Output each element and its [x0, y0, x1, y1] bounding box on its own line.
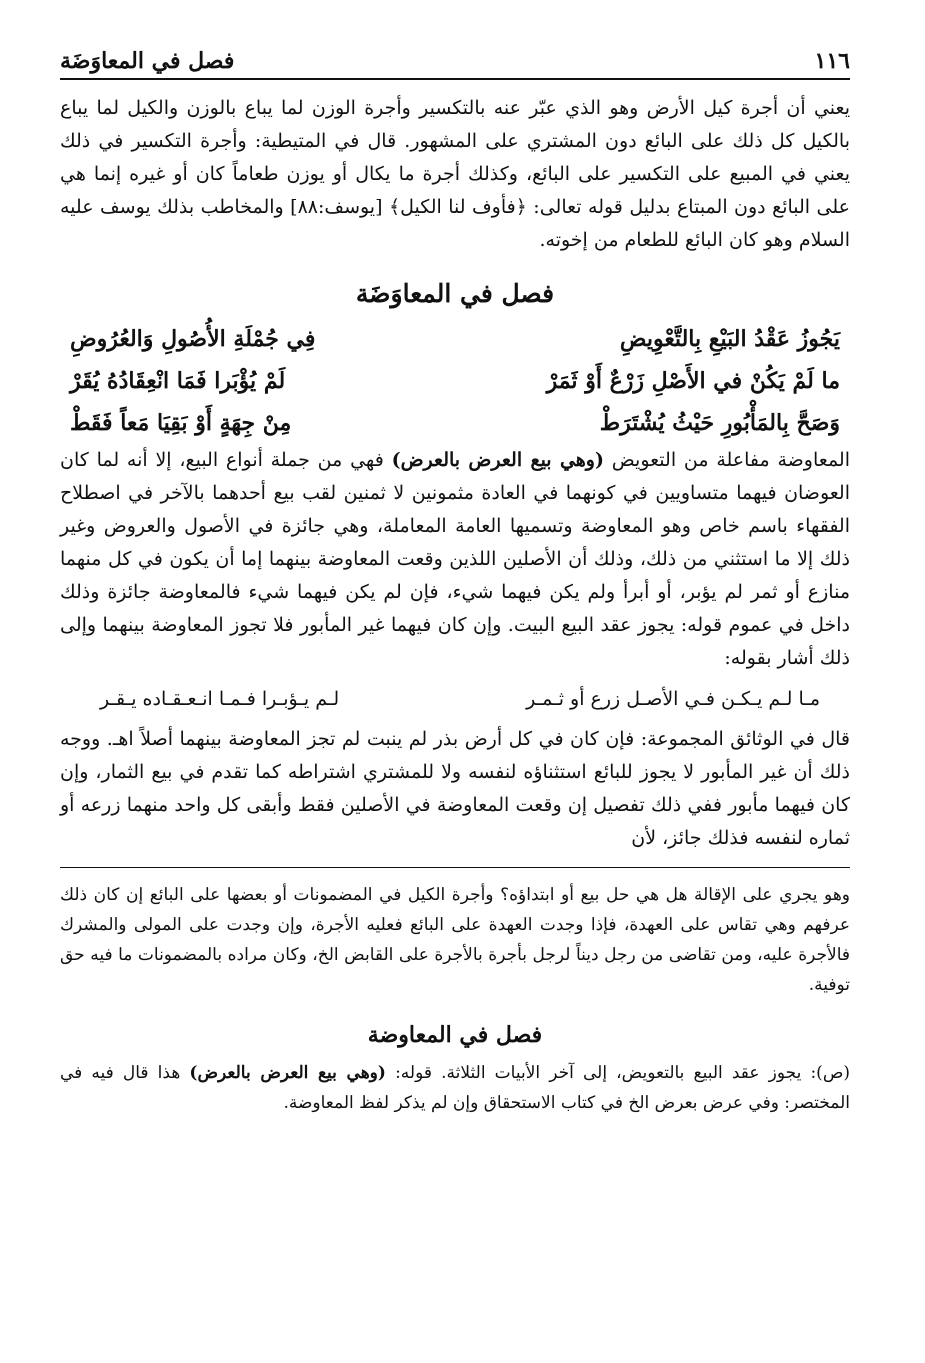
- verse-hemistich-second: فِي جُمْلَةِ الأُصُولِ وَالعُرُوضِ: [70, 326, 316, 352]
- page-number: ١١٦: [814, 48, 850, 74]
- quoted-verse-first: مـا لـم يـكـن فـي الأصـل زرع أو ثـمـر: [526, 688, 820, 710]
- footnote-lead: (ص): يجوز عقد البيع بالتعويض، إلى آخر الأبيات الثلاثة. قوله:: [395, 1063, 851, 1083]
- verse-hemistich-first: وَصَحَّ بِالمَأْبُورِ حَيْثُ يُشْتَرَطْ: [599, 410, 840, 436]
- section-heading: فصل في المعاوَضَة: [355, 279, 555, 308]
- footnote-paragraph-1: وهو يجري على الإقالة هل هي حل بيع أو ابتداؤه؟ وأجرة الكيل في المضمونات أو بعضها على البائع إن كان ذلك عرفهم وهي تقاس على العهدة، فإذا وجدت العهدة على البائع فعليه الأجرة، وإن وجدت على المولى والمشرك فالأجرة عليه، ومن تقاضى من رجل ديناً لرجل بأجرة بالأجرة على القابض الخ، وكان مراده بالمضمونات ما فيه حق توفية.: [60, 885, 850, 995]
- commentary-lead: المعاوضة مفاعلة من التعويض: [611, 449, 850, 471]
- commentary-paragraph-1: [60, 444, 850, 675]
- footnote-body: هذا قال فيه في المختصر: وفي عرض بعرض الخ في كتاب الاستحقاق وإن لم يذكر لفظ المعاوضة.: [60, 1063, 850, 1113]
- page-header: [60, 40, 850, 74]
- book-page: [60, 40, 850, 1118]
- verse-line-3: [70, 402, 840, 444]
- footnote-heading: فصل في المعاوضة: [367, 1022, 543, 1048]
- verse-hemistich-first: يَجُوزُ عَقْدُ البَيْعِ بِالتَّعْوِيضِ: [619, 326, 840, 352]
- verse-hemistich-second: مِنْ جِهَةٍ أَوْ بَقِيَا مَعاً فَقَطْ: [70, 410, 292, 436]
- footnote-bold-quote: (وهي بيع العرض بالعرض): [189, 1063, 386, 1083]
- verse-block: [70, 318, 840, 444]
- footnote-separator: [60, 867, 850, 868]
- quoted-verse: [60, 681, 850, 717]
- commentary-paragraph-2: قال في الوثائق المجموعة: فإن كان في كل أرض بذر لم ينبت لم تجز المعاوضة بينهما أصلاً اهـ. ووجه ذلك أن غير المأبور لا يجوز للبائع استثناؤه لنفسه ولا للمشتري اشتراطه كما تقدم في بيع الثمار، وإن كان فيهما مأبور ففي ذلك تفصيل إن وقعت المعاوضة في الأصلين فقط وأبقى كل واحد منهما زرعه أو ثماره لنفسه فذلك جائز، لأن: [60, 728, 850, 849]
- top-paragraph: يعني أن أجرة كيل الأرض وهو الذي عبّر عنه بالتكسير وأجرة الوزن لما يباع بالوزن والكيل لما يباع بالكيل كل ذلك على البائع دون المشتري على المشهور. قال في المتيطية: وأجرة التكسير في ذلك يعني في المبيع على التكسير على البائع، وكذلك أجرة ما يكال أو يوزن طعاماً كان أو غيره إنما هي على البائع دون المبتاع بدليل قوله تعالى: ﴿فأوف لنا الكيل﴾ [يوسف:٨٨] والمخاطب بذلك يوسف عليه السلام وهو كان البائع للطعام من إخوته.: [60, 97, 850, 251]
- verse-hemistich-second: لَمْ يُؤْبَرا فَمَا انْعِقَادُهُ يُقَرْ: [70, 368, 286, 394]
- header-rule: [60, 78, 850, 80]
- verse-line-2: [70, 360, 840, 402]
- commentary-body: فهي من جملة أنواع البيع، إلا أنه لما كان العوضان فيهما متساويين في كونهما في العادة مثمونين لا ثمنين لقب بيع أحدهما بالآخر في اصطلاح الفقهاء باسم خاص وهو المعاوضة وتسميها العامة المعاملة، وهي جائزة في الأصول والعروض وغير ذلك إلا ما استثني من ذلك، وذلك أن الأصلين اللذين وقعت المعاوضة بينهما إما أن يكون في كل منهما منازع أو ثمر لم يؤبر، أو أبرأ ولم يكن فيهما شيء، فإن لم يكن فيهما شيء فالمعاوضة جائزة وذلك داخل في عموم قوله: يجوز عقد البيع البيت. وإن كان فيهما غير المأبور فلا تجوز المعاوضة بينهما وإلى ذلك أشار بقوله:: [60, 449, 850, 669]
- verse-hemistich-first: ما لَمْ يَكُنْ في الأَصْلِ زَرْعٌ أَوْ ثَمَرْ: [546, 368, 840, 394]
- commentary-bold-quote: (وهي بيع العرض بالعرض): [391, 449, 604, 471]
- running-title: فصل في المعاوَضَة: [60, 48, 235, 74]
- footnote-paragraph-2: [60, 1058, 850, 1118]
- verse-line-1: [70, 318, 840, 360]
- quoted-verse-second: لـم يـؤبـرا فـمـا انـعـقـاده يـقـر: [100, 688, 340, 710]
